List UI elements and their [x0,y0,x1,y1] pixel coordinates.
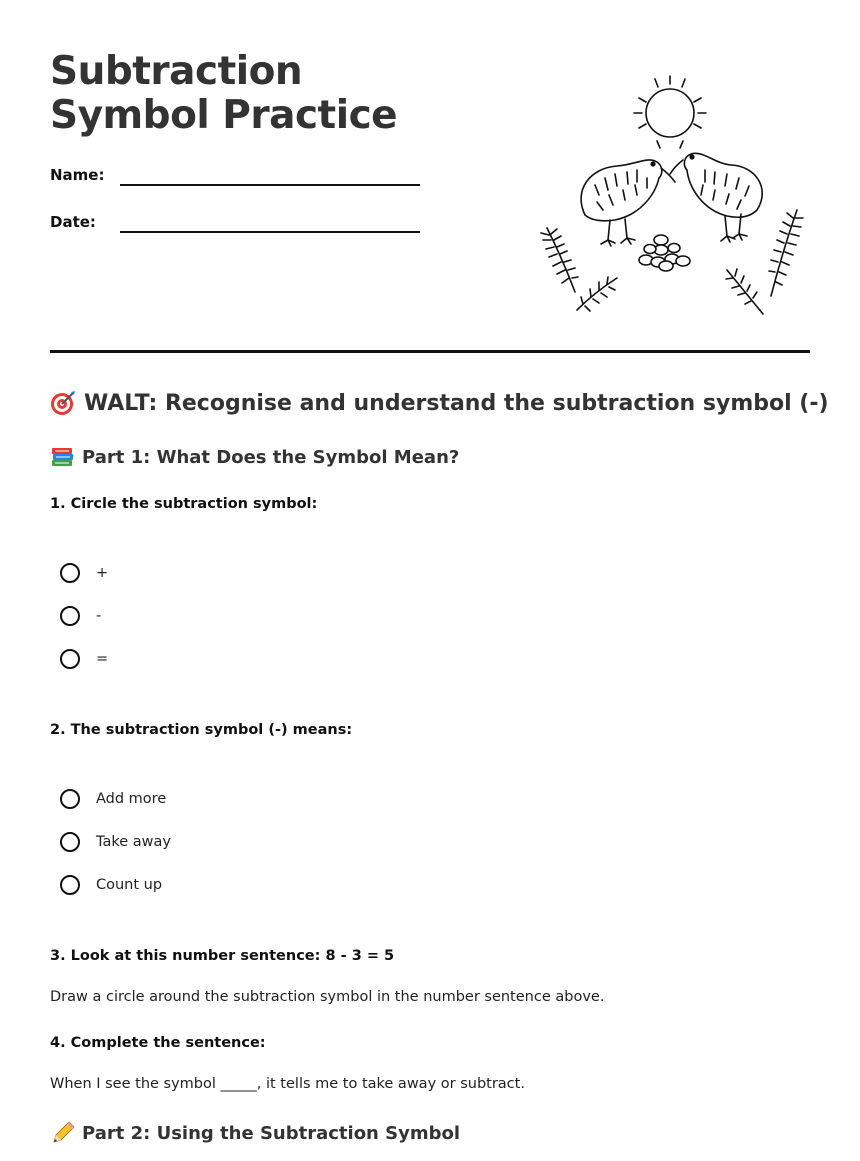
option-label: = [96,651,109,667]
q1-option-3[interactable] [60,646,108,672]
q2-option-1[interactable] [60,786,166,812]
option-label: Count up [96,877,163,893]
radio-circle[interactable] [60,649,80,669]
worksheet-title: Subtraction Symbol Practice [50,49,398,138]
walt-heading [50,390,829,416]
sun-icon [634,76,706,148]
option-label: Take away [96,834,171,850]
left-kiwi-icon [581,160,675,246]
question-2-prompt: 2. The subtraction symbol (-) means: [50,722,353,738]
part1-heading [50,444,459,470]
eggs-icon [639,235,690,271]
part1-title: Part 1: What Does the Symbol Mean? [82,446,460,468]
radio-circle[interactable] [60,606,80,626]
part2-title: Part 2: Using the Subtraction Symbol [82,1122,461,1144]
books-icon [50,444,76,470]
radio-circle[interactable] [60,875,80,895]
target-icon [50,390,76,416]
q1-option-2[interactable] [60,603,101,629]
q1-option-1[interactable] [60,560,108,586]
radio-circle[interactable] [60,832,80,852]
date-write-line[interactable] [120,231,420,233]
radio-circle[interactable] [60,789,80,809]
kiwi-illustration-icon [535,70,805,320]
name-label: Name: [50,166,105,184]
question-4-prompt: 4. Complete the sentence: [50,1035,266,1051]
option-label: - [96,608,102,624]
question-1-prompt: 1. Circle the subtraction symbol: [50,496,318,512]
fern-left-icon [541,228,617,311]
pencil-icon [50,1120,76,1146]
walt-text: WALT: Recognise and understand the subtraction symbol (-) [84,390,829,416]
question-3-prompt: 3. Look at this number sentence: 8 - 3 = 5 [50,948,395,964]
q2-option-3[interactable] [60,872,162,898]
question-3-instruction: Draw a circle around the subtraction symbol in the number sentence above. [50,989,605,1005]
part2-heading [50,1120,460,1146]
date-field [50,213,430,243]
radio-circle[interactable] [60,563,80,583]
section-divider [50,350,810,353]
option-label: + [96,565,109,581]
date-label: Date: [50,213,96,231]
name-field [50,166,430,196]
question-4-sentence: When I see the symbol _____, it tells me to take away or subtract. [50,1076,525,1092]
option-label: Add more [96,791,167,807]
name-write-line[interactable] [120,184,420,186]
q2-option-2[interactable] [60,829,171,855]
right-kiwi-icon [670,153,762,242]
fern-right-icon [726,210,803,314]
